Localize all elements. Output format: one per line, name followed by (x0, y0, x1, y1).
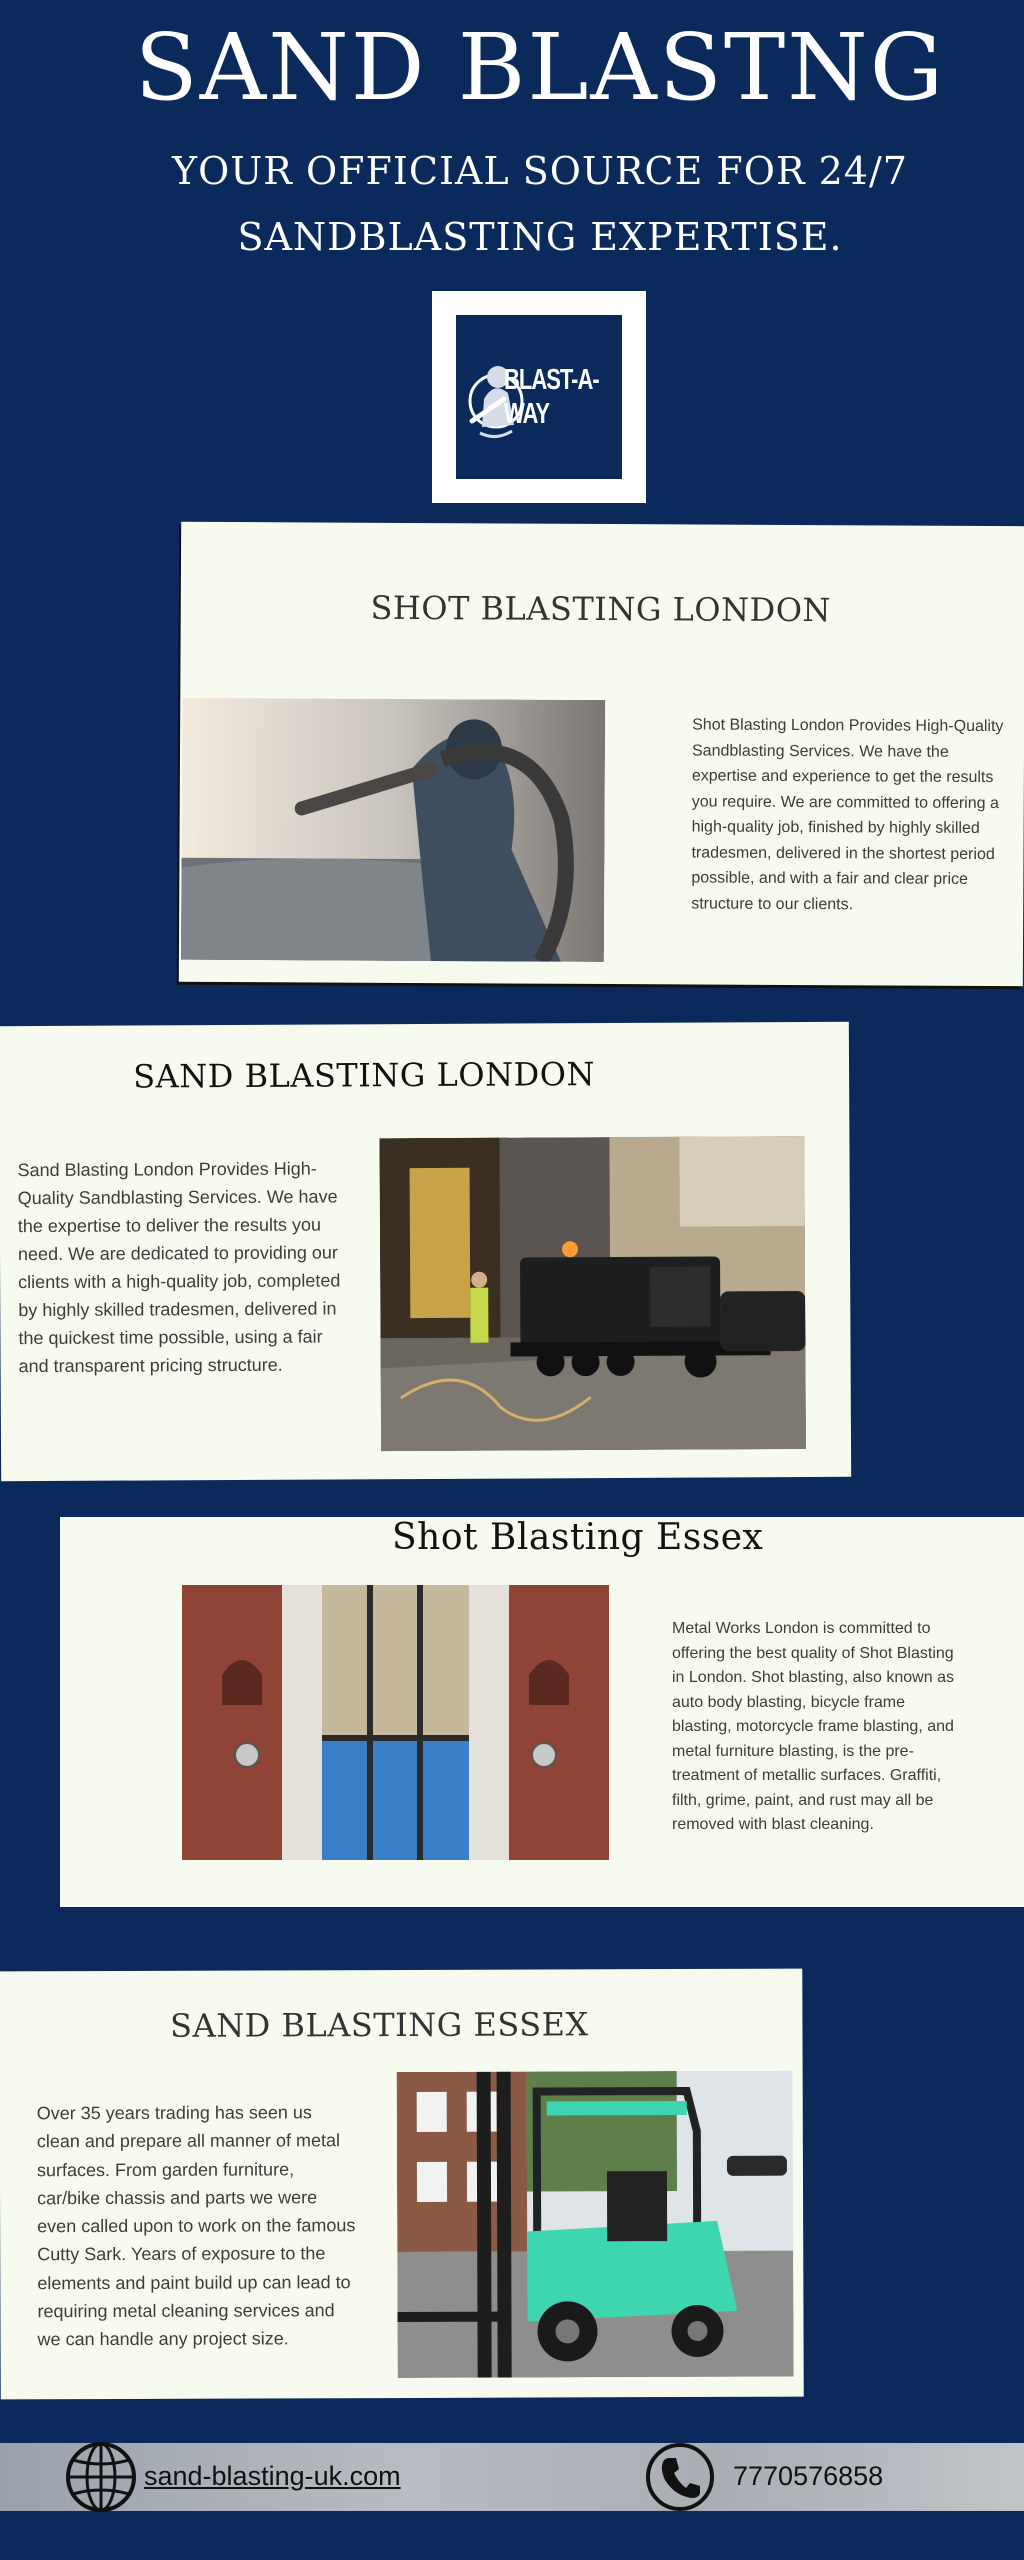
worker-in-blast-suit-image (181, 698, 605, 962)
section-shot-blasting-london (179, 522, 1024, 986)
section-sand-blasting-essex (0, 1969, 804, 2400)
section-title: SAND BLASTING LONDON (133, 1055, 596, 1096)
website-link[interactable]: sand-blasting-uk.com (144, 2461, 401, 2491)
section-image (397, 2071, 794, 2378)
company-logo (432, 291, 646, 503)
globe-icon (64, 2440, 138, 2514)
section-text: Sand Blasting London Provides High-Quality Sandblasting Services. We have the expertise to deliver the results you need. We are dedicated to providing our clients with a high-quality job, completed by highly skilled tradesmen, delivered in the quickest time possible, using a fair and transparent pricing structure. (17, 1158, 341, 1377)
phone-icon (645, 2442, 715, 2512)
section-sand-blasting-london (0, 1022, 851, 1481)
subtitle-line-2: SANDBLASTING EXPERTISE. (237, 215, 843, 259)
section-image (181, 698, 605, 962)
building-entrance-image (182, 1585, 609, 1860)
page-subtitle (90, 138, 990, 270)
section-title: SHOT BLASTING LONDON (370, 588, 832, 630)
phone-number[interactable]: 7770576858 (733, 2461, 884, 2491)
page-title: SAND BLASTNG (134, 14, 946, 121)
compressor-trailer-image (379, 1136, 806, 1451)
section-image (379, 1136, 806, 1451)
logo-background (456, 315, 622, 479)
section-text: Shot Blasting London Provides High-Quality Sandblasting Services. We have the expertise and experience to get the results you require. We are committed to offering a high-quality job, finished by highly skilled tradesmen, delivered in the shortest period possible, and with a fair and clear price structure to our clients. (691, 716, 1004, 913)
section-image (182, 1585, 609, 1860)
logo-text: BLAST-A-WAY (504, 363, 599, 430)
section-text: Over 35 years trading has seen us clean and prepare all manner of metal surfaces. From garden furniture, car/bike chassis and parts we were even called upon to work on the famous Cutty Sark. Years of exposure to the elements and paint build up can lead to requiring metal cleaning services and we can handle any project size. (36, 2102, 356, 2350)
subtitle-line-1: YOUR OFFICIAL SOURCE FOR 24/7 (172, 149, 908, 193)
section-text: Metal Works London is committed to offering the best quality of Shot Blasting in London. Shot blasting, also known as auto body blasting, bicycle frame blasting, motorcycle frame blasting, and metal furniture blasting, is the pre-treatment of metallic surfaces. Graffiti, filth, grime, paint, and rust may all be removed with blast cleaning. (672, 1620, 954, 1833)
section-title: SAND BLASTING ESSEX (170, 2005, 589, 2045)
section-shot-blasting-essex (60, 1517, 1024, 1907)
section-title: Shot Blasting Essex (392, 1517, 764, 1558)
footer-bar (0, 2443, 1024, 2511)
green-forklift-image (397, 2071, 794, 2378)
